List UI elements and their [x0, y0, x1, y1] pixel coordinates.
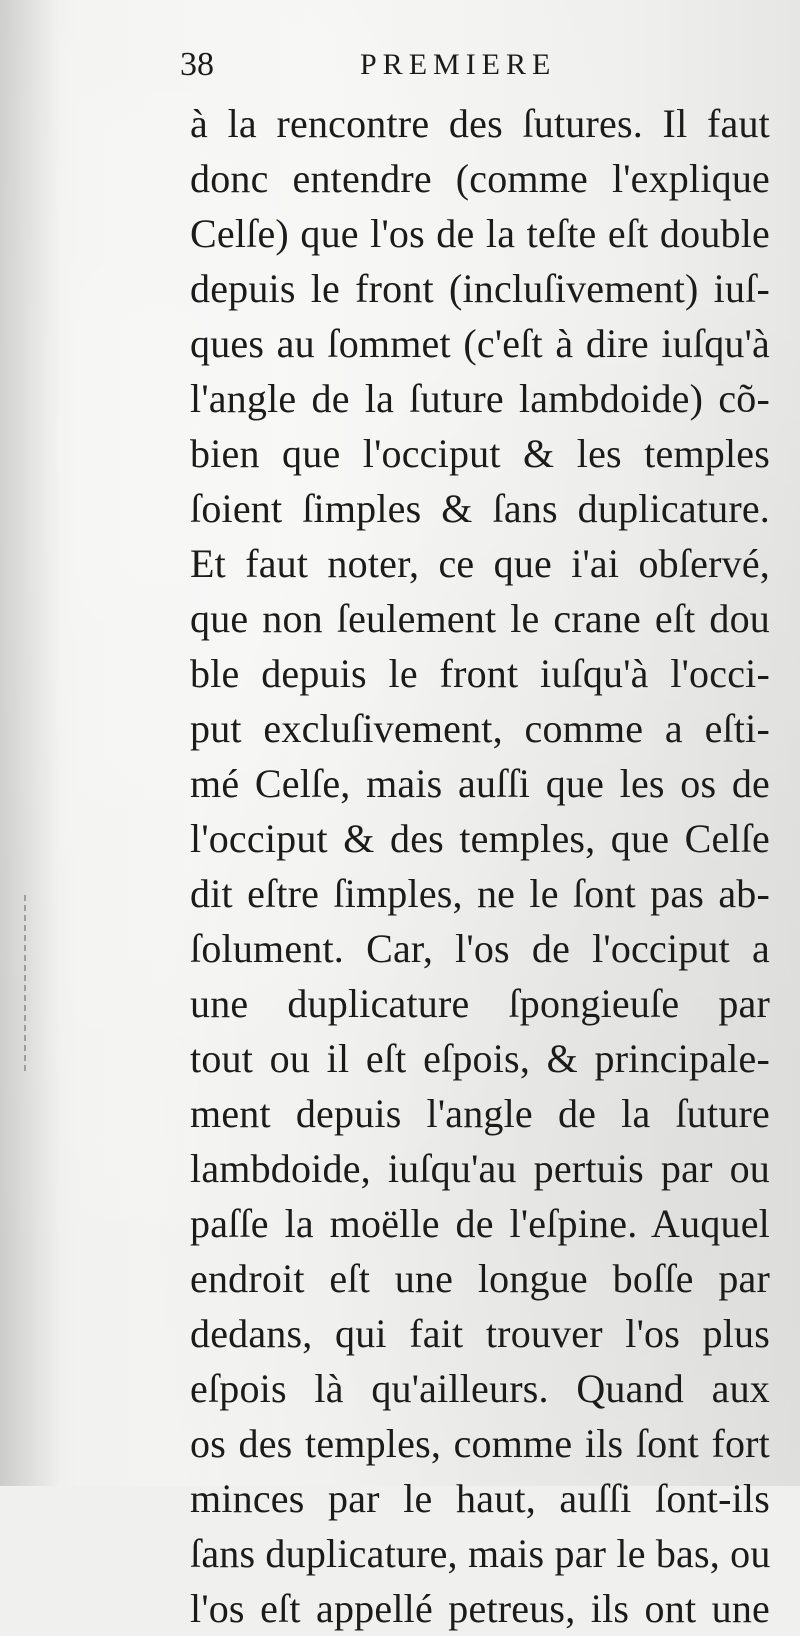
- text-line: ble depuis le front iuſqu'à l'occi-: [190, 651, 770, 696]
- text-line: à la rencontre des ſutures. Il faut: [190, 101, 770, 146]
- text-line: que non ſeulement le crane eſt dou: [190, 596, 770, 641]
- text-line: donc entendre (comme l'explique: [190, 156, 770, 201]
- body-text: [190, 96, 770, 1636]
- text-line: paſſe la moëlle de l'eſpine. Auquel: [190, 1201, 770, 1246]
- text-line: os des temples, comme ils ſont fort: [190, 1421, 770, 1466]
- text-line: ſolument. Car, l'os de l'occiput a: [190, 926, 770, 971]
- text-line: Et faut noter, ce que i'ai obſervé,: [190, 541, 770, 586]
- text-line: eſpois là qu'ailleurs. Quand aux: [190, 1366, 770, 1411]
- text-line: dedans, qui fait trouver l'os plus: [190, 1311, 770, 1356]
- text-line: depuis le front (incluſivement) iuſ-: [190, 266, 770, 311]
- text-line: ſoient ſimples & ſans duplicature.: [190, 486, 770, 531]
- text-line: mé Celſe, mais auſſi que les os de: [190, 761, 770, 806]
- text-line: ſans duplicature, mais par le bas, ou: [190, 1531, 771, 1576]
- text-line: l'angle de la ſuture lambdoide) cõ-: [190, 376, 770, 421]
- text-line: minces par le haut, auſſi ſont-ils: [190, 1476, 770, 1521]
- gutter-shadow: [0, 0, 60, 1486]
- text-line: ment depuis l'angle de la ſuture: [190, 1091, 770, 1136]
- text-line: bien que l'occiput & les temples: [190, 431, 770, 476]
- text-line: ques au ſommet (c'eſt à dire iuſqu'à: [190, 321, 770, 366]
- page-number: 38: [180, 46, 214, 83]
- running-head: [180, 40, 780, 90]
- text-line: Celſe) que l'os de la teſte eſt double: [190, 211, 770, 256]
- margin-mark: [24, 895, 26, 1075]
- text-line: lambdoide, iuſqu'au pertuis par ou: [190, 1146, 770, 1191]
- text-line: endroit eſt une longue boſſe par: [190, 1256, 770, 1301]
- text-line: une duplicature ſpongieuſe par: [190, 981, 770, 1026]
- text-line: tout ou il eſt eſpois, & principale-: [190, 1036, 770, 1081]
- text-line: put excluſivement, comme a eſti-: [190, 706, 770, 751]
- text-line: l'os eſt appellé petreus, ils ont une: [190, 1586, 770, 1631]
- text-line: dit eſtre ſimples, ne le ſont pas ab-: [190, 871, 770, 916]
- running-title: PREMIERE: [360, 48, 557, 81]
- text-line: l'occiput & des temples, que Celſe: [190, 816, 770, 861]
